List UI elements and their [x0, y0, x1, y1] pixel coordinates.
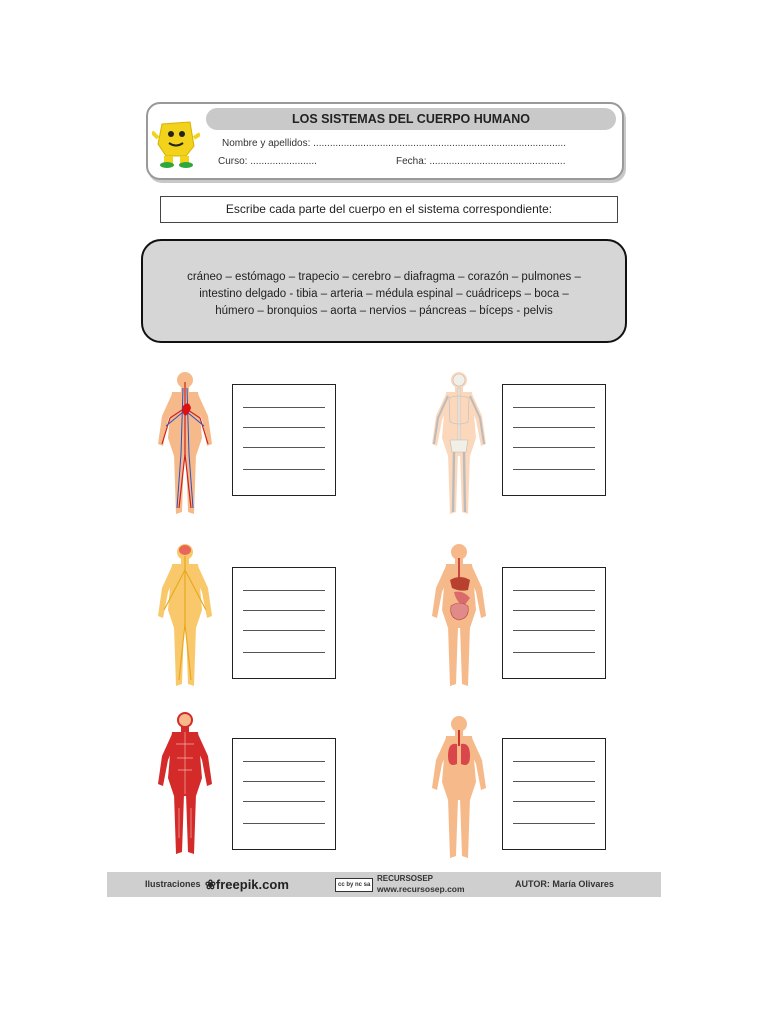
- page-title: LOS SISTEMAS DEL CUERPO HUMANO: [206, 108, 616, 130]
- answer-box[interactable]: [232, 567, 336, 679]
- answer-box[interactable]: [232, 738, 336, 850]
- website-link[interactable]: www.recursosep.com: [377, 884, 465, 894]
- author-label: AUTOR: María Olivares: [515, 879, 614, 889]
- mascot-icon: [152, 116, 200, 168]
- word-bank-line: húmero – bronquios – aorta – nervios – páncreas – bíceps - pelvis: [215, 305, 553, 317]
- answer-box[interactable]: [232, 384, 336, 496]
- answer-box[interactable]: [502, 384, 606, 496]
- brand-label: RECURSOSEP: [377, 874, 434, 883]
- date-field[interactable]: Fecha: .................................................: [396, 156, 566, 167]
- answer-box[interactable]: [502, 738, 606, 850]
- answer-box[interactable]: [502, 567, 606, 679]
- circulatory-system-icon: [150, 368, 220, 518]
- word-bank-line: cráneo – estómago – trapecio – cerebro – diafragma – corazón – pulmones –: [187, 271, 581, 283]
- illustrations-label: Ilustraciones: [145, 879, 201, 889]
- nervous-system-icon: [150, 540, 220, 690]
- word-bank: [141, 239, 627, 343]
- digestive-system-icon: [424, 540, 494, 690]
- skeletal-system-icon: [424, 368, 494, 518]
- header-card: [146, 102, 624, 180]
- course-field[interactable]: Curso: ........................: [218, 156, 317, 167]
- name-field[interactable]: Nombre y apellidos: ...........................................................................................: [222, 138, 566, 149]
- word-bank-line: intestino delgado - tibia – arteria – médula espinal – cuádriceps – boca –: [199, 288, 569, 300]
- footer: [107, 872, 661, 897]
- freepik-logo: ❀freepik.com: [205, 877, 289, 892]
- cc-license-icon: cc by nc sa: [335, 878, 373, 892]
- respiratory-system-icon: [424, 712, 494, 862]
- instruction-box: Escribe cada parte del cuerpo en el sistema correspondiente:: [160, 196, 618, 223]
- muscular-system-icon: [150, 708, 220, 858]
